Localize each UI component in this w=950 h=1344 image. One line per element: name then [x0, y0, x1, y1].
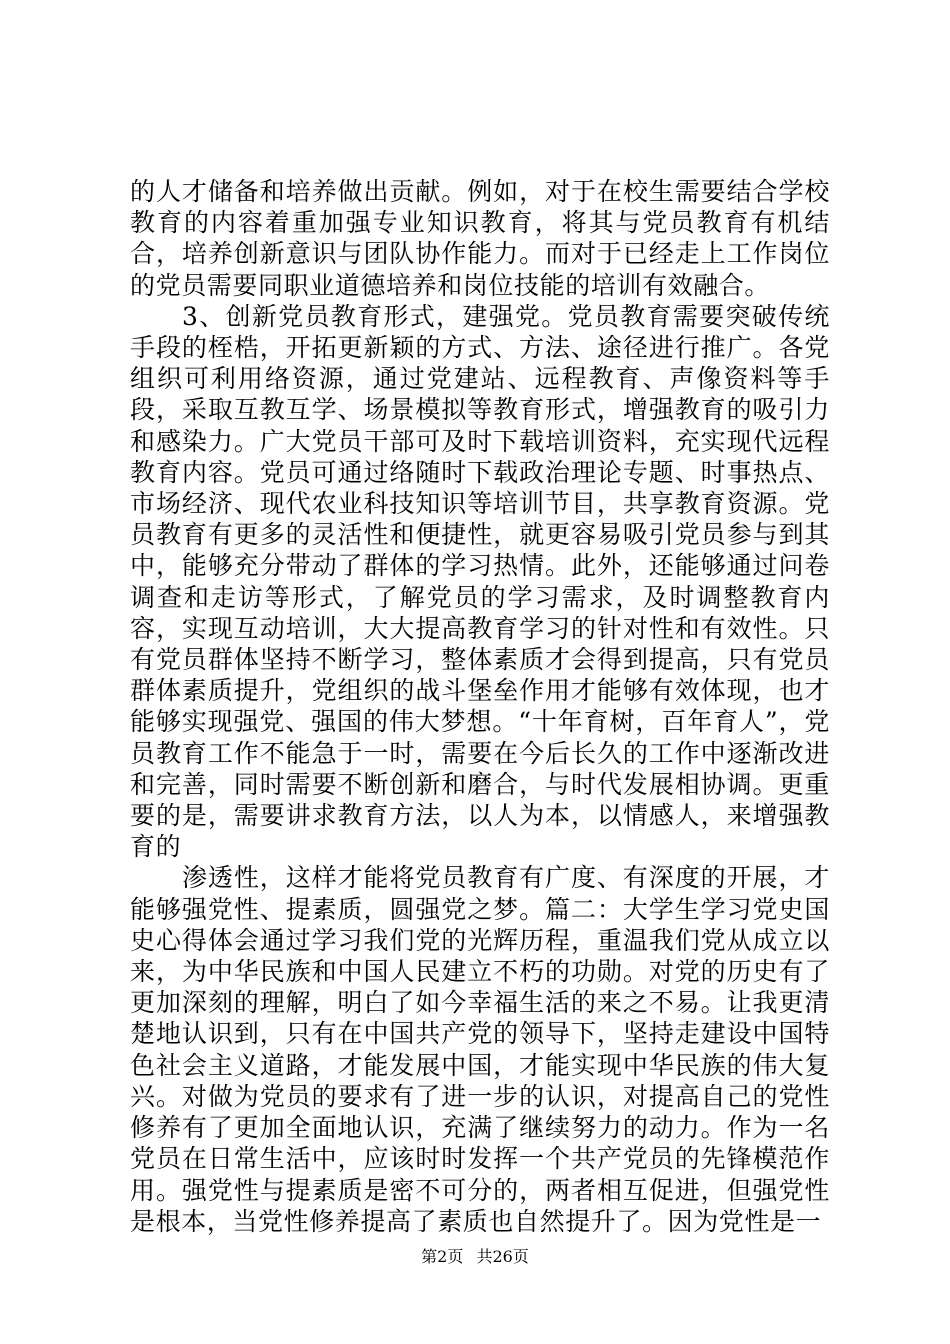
- page-number: 第2页: [421, 1247, 464, 1266]
- page-footer: [0, 1247, 950, 1267]
- paragraph-2: 3、创新党员教育形式，建强党。党员教育需要突破传统手段的桎梏，开拓更新颖的方式、方法、途径进行推广。各党组织可利用络资源，通过党建站、远程教育、声像资料等手段，采取互教互学、场景模拟等教育形式，增强教育的吸引力和感染力。广大党员干部可及时下载培训资料，充实现代远程教育内容。党员可通过络随时下载政治理论专题、时事热点、市场经济、现代农业科技知识等培训节目，共享教育资源。党员教育有更多的灵活性和便捷性，就更容易吸引党员参与到其中，能够充分带动了群体的学习热情。此外，还能够通过问卷调查和走访等形式，了解党员的学习需求，及时调整教育内容，实现互动培训，大大提高教育学习的针对性和有效性。只有党员群体坚持不断学习，整体素质才会得到提高，只有党员群体素质提升，党组织的战斗堡垒作用才能够有效体现，也才能够实现强党、强国的伟大梦想。“十年育树，百年育人”，党员教育工作不能急于一时，需要在今后长久的工作中逐渐改进和完善，同时需要不断创新和磨合，与时代发展相协调。更重要的是，需要讲求教育方法，以人为本，以情感人，来增强教育的: [130, 301, 830, 862]
- paragraph-1: 的人才储备和培养做出贡献。例如，对于在校生需要结合学校教育的内容着重加强专业知识教育，将其与党员教育有机结合，培养创新意识与团队协作能力。而对于已经走上工作岗位的党员需要同职业道德培养和岗位技能的培训有效融合。: [130, 177, 830, 300]
- page-total: 共26页: [476, 1247, 529, 1266]
- paragraph-3: 渗透性，这样才能将党员教育有广度、有深度的开展，才能够强党性、提素质，圆强党之梦。篇二：大学生学习党史国史心得体会通过学习我们党的光辉历程，重温我们党从成立以来，为中华民族和中国人民建立不朽的功勋。对党的历史有了更加深刻的理解，明白了如今幸福生活的来之不易。让我更清楚地认识到，只有在中国共产党的领导下，坚持走建设中国特色社会主义道路，才能发展中国，才能实现中华民族的伟大复兴。对做为党员的要求有了进一步的认识，对提高自己的党性修养有了更加全面地认识，充满了继续努力的动力。作为一名党员在日常生活中，应该时时发挥一个共产党员的先锋模范作用。强党性与提素质是密不可分的，两者相互促进，但强党性是根本，当党性修养提高了素质也自然提升了。因为党性是一: [130, 863, 830, 1236]
- body-text: [130, 176, 830, 1237]
